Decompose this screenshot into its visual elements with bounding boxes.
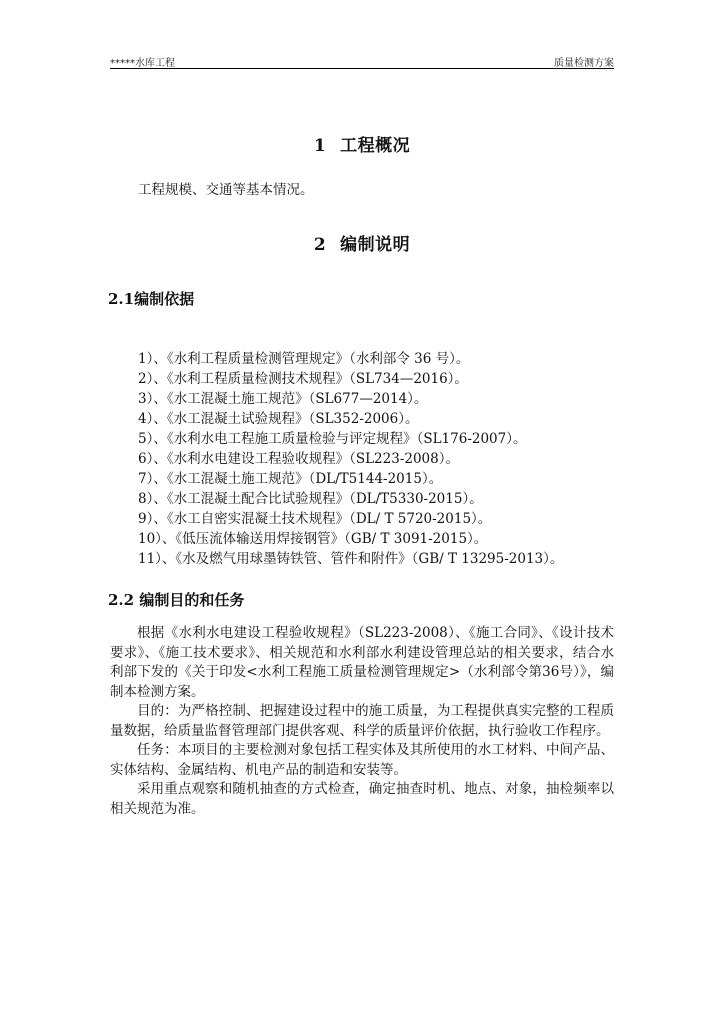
reference-item: 7）、《水工混凝土施工规范》（DL/T5144-2015）。 [138,471,443,487]
paragraph-basis: 根据《水利水电建设工程验收规程》（SL223-2008）、《施工合同》、《设计技术要求》、《施工技术要求》、相关规范和水利部水利建设管理总站的相关要求，结合水利部下发的《关于印发<水利工程施工质量检测管理规定>（水利部令第36号）》，编制本检测方案。 [110,625,614,700]
header-project-name: *****水库工程 [110,58,175,69]
paragraph-task: 任务：本项目的主要检测对象包括工程实体及其所使用的水工材料、中间产品、实体结构、金属结构、机电产品的制造和安装等。 [110,742,614,778]
section-2-2-heading: 2.2 编制目的和任务 [108,591,245,609]
paragraph-method: 采用重点观察和随机抽查的方式检查，确定抽查时机、地点、对象，抽检频率以相关规范为准。 [110,781,614,817]
reference-item: 11）、《水及燃气用球墨铸铁管、管件和附件》（GB/ T 13295-2013）。 [138,551,564,567]
header-document-title: 质量检测方案 [554,58,614,69]
section-1-title: 工程概况 [340,136,411,156]
paragraph-purpose: 目的：为严格控制、把握建设过程中的施工质量，为工程提供真实完整的工程质量数据，给质量监督管理部门提供客观、科学的质量评价依据，执行验收工作程序。 [110,703,614,739]
reference-list [138,349,618,569]
section-2-number: 2 [313,235,327,255]
reference-item: 6）、《水利水电建设工程验收规程》（SL223-2008）。 [138,451,459,467]
reference-item: 4）、《水工混凝土试验规程》（SL352-2006）。 [138,411,419,427]
reference-item: 9）、《水工自密实混凝土技术规程》（DL/ T 5720-2015）。 [138,511,492,527]
reference-item: 8）、《水工混凝土配合比试验规程》（DL/T5330-2015）。 [138,491,483,507]
page-header [110,50,614,69]
section-2-1-heading: 2.1编制依据 [108,290,195,308]
reference-item: 5）、《水利水电工程施工质量检验与评定规程》（SL176-2007）。 [138,431,527,447]
reference-item: 1）、《水利工程质量检测管理规定》（水利部令 36 号）。 [138,351,470,367]
section-2-heading [0,230,724,255]
section-1-text: 工程规模、交通等基本情况。 [138,182,314,198]
section-2-title: 编制说明 [340,235,411,255]
section-2-2-body [110,624,614,819]
section-1-number: 1 [313,136,327,156]
section-1-heading [0,131,724,156]
reference-item: 10）、《低压流体输送用焊接钢管》（GB/ T 3091-2015）。 [138,531,488,547]
reference-item: 3）、《水工混凝土施工规范》（SL677—2014）。 [138,391,428,407]
reference-item: 2）、《水利工程质量检测技术规程》（SL734—2016）。 [138,371,468,387]
